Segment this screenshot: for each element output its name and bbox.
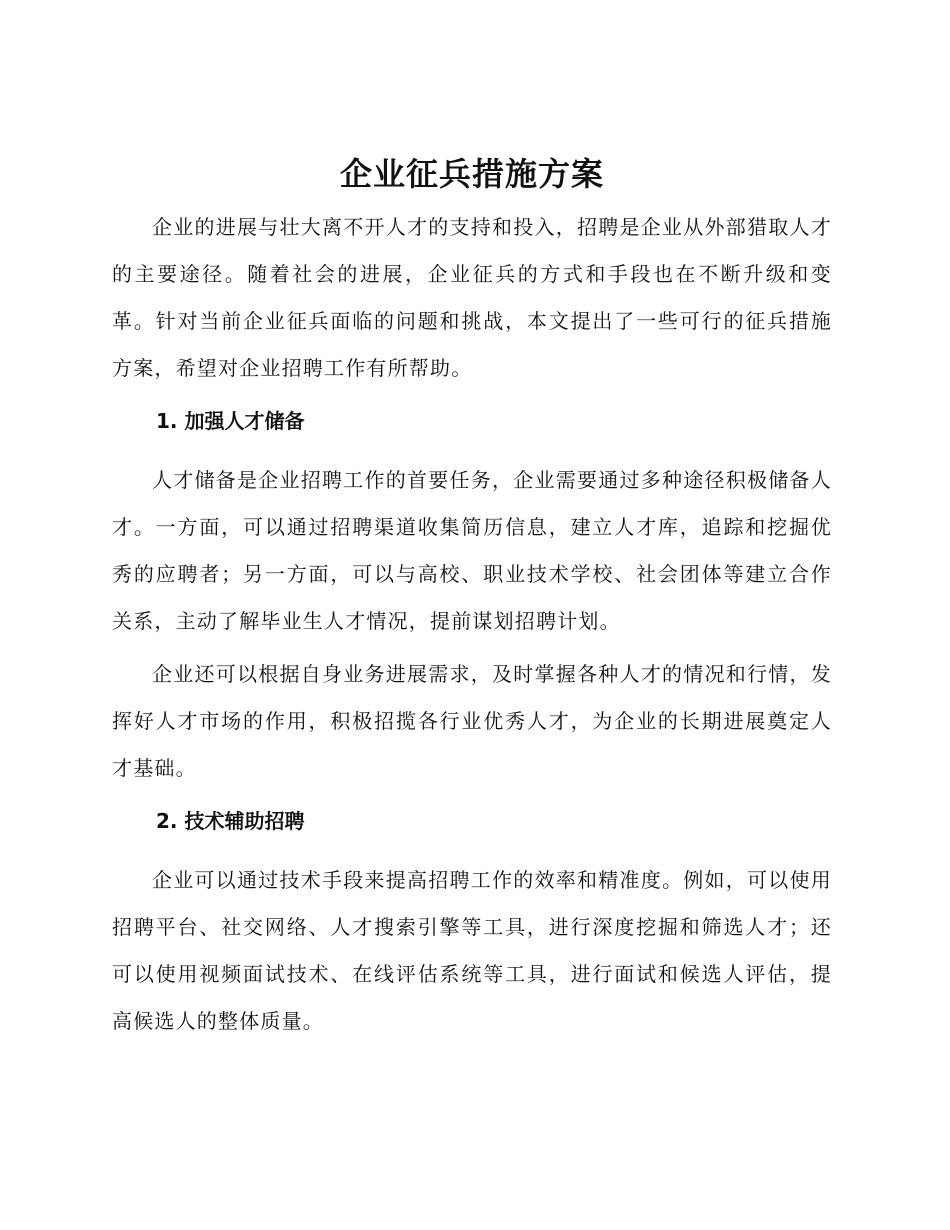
section-2-paragraph-1: 企业可以通过技术手段来提高招聘工作的效率和精准度。例如，可以使用招聘平台、社交网络、人才搜索引擎等工具，进行深度挖掘和筛选人才；还可以使用视频面试技术、在线评估系统等工具，进行面试和候选人评估，提高候选人的整体质量。	[112, 868, 832, 1033]
section-heading-tech-recruiting: 2. 技术辅助招聘	[156, 809, 305, 833]
document-body	[112, 150, 832, 1045]
section-1-paragraph-2: 企业还可以根据自身业务进展需求，及时掌握各种人才的情况和行情，发挥好人才市场的作用，积极招揽各行业优秀人才，为企业的长期进展奠定人才基础。	[112, 662, 832, 780]
section-heading-talent-reserve: 1. 加强人才储备	[156, 409, 305, 433]
document-title: 企业征兵措施方案	[339, 155, 604, 193]
intro-paragraph: 企业的进展与壮大离不开人才的支持和投入，招聘是企业从外部猎取人才的主要途径。随着社会的进展，企业征兵的方式和手段也在不断升级和变革。针对当前企业征兵面临的问题和挑战，本文提出了一些可行的征兵措施方案，希望对企业招聘工作有所帮助。	[112, 215, 832, 380]
section-1-paragraph-1: 人才储备是企业招聘工作的首要任务，企业需要通过多种途径积极储备人才。一方面，可以通过招聘渠道收集简历信息，建立人才库，追踪和挖掘优秀的应聘者；另一方面，可以与高校、职业技术学校、社会团体等建立合作关系，主动了解毕业生人才情况，提前谋划招聘计划。	[112, 468, 832, 633]
